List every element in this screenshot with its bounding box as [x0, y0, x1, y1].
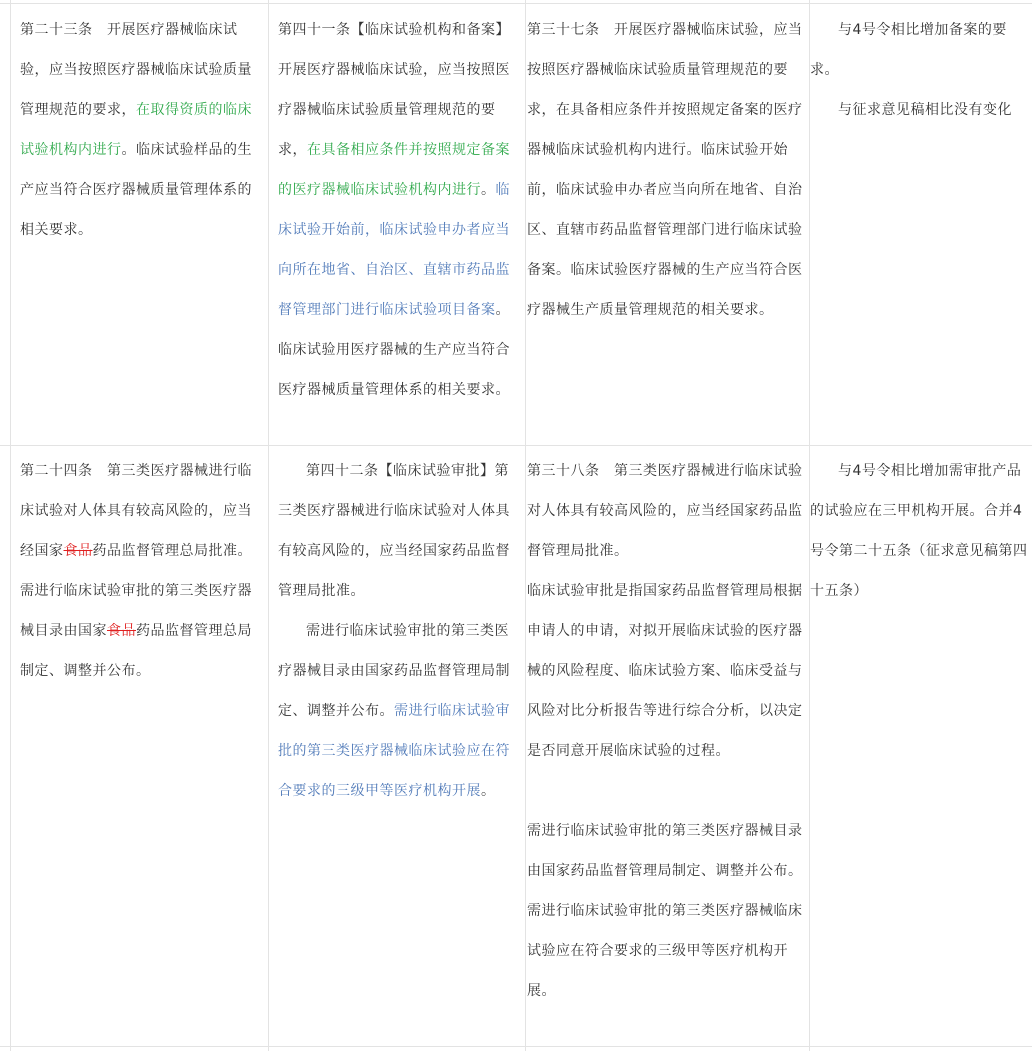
table-cell-r1-c1	[20, 10, 260, 250]
table-cell-r1-c2	[278, 10, 518, 410]
column-divider	[525, 0, 526, 1051]
row-divider	[0, 1046, 1032, 1047]
table-cell-r2-c1	[20, 451, 260, 691]
article-text: 第二十四条 第三类医疗器械进行临床试验对人体具有较高风险的，应当经国家	[20, 463, 252, 559]
article-text: 。	[481, 182, 496, 198]
note-text: 与4号令相比增加备案的要求。	[810, 22, 1007, 78]
table-cell-r1-c3	[527, 10, 809, 330]
article-text: 第四十一条【临床试验机构和备案】开展医疗器械临床试验，应当按照医疗器械临床试验质量管理规范的要求，	[278, 22, 510, 158]
article-text: 。临床试验用医疗器械的生产应当符合医疗器械质量管理体系的相关要求。	[278, 302, 510, 398]
row-divider	[0, 445, 1032, 446]
article-text: 第三十八条 第三类医疗器械进行临床试验对人体具有较高风险的，应当经国家药品监督管理局批准。	[527, 463, 803, 559]
table-cell-r2-c3	[527, 451, 809, 1011]
paragraph-spacer	[527, 771, 809, 811]
article-text: 药品监督管理总局制定、调整并公布。	[20, 623, 252, 679]
deleted-text: 食品	[107, 623, 136, 639]
article-text: 。	[481, 783, 496, 799]
deleted-text: 食品	[63, 543, 93, 559]
note-text: 与征求意见稿相比没有变化	[838, 102, 1012, 118]
note-text: 与4号令相比增加需审批产品的试验应在三甲机构开展。合并4号令第二十五条（征求意见稿第四十五条）	[810, 463, 1028, 599]
article-text: 需进行临床试验审批的第三类医疗器械目录由国家药品监督管理局制定、调整并公布。	[278, 623, 510, 719]
article-text: 临床试验审批是指国家药品监督管理局根据申请人的申请，对拟开展临床试验的医疗器械的风险程度、临床试验方案、临床受益与风险对比分析报告等进行综合分析，以决定是否同意开展临床试验的过程。	[527, 583, 803, 759]
column-divider	[268, 0, 269, 1051]
added-text: 在具备相应条件并按照规定备案的医疗器械临床试验机构内进行	[278, 142, 510, 198]
table-cell-r1-c4	[810, 10, 1028, 130]
article-paragraph	[278, 611, 518, 811]
added-text: 在取得资质的临床试验机构内进行	[20, 102, 252, 158]
added-text-blue: 需进行临床试验审批的第三类医疗器械临床试验应在符合要求的三级甲等医疗机构开展	[278, 703, 510, 799]
article-text: 第二十三条 开展医疗器械临床试验，应当按照医疗器械临床试验质量管理规范的要求，	[20, 22, 252, 118]
article-text: 需进行临床试验审批的第三类医疗器械目录由国家药品监督管理局制定、调整并公布。需进行临床试验审批的第三类医疗器械临床试验应在符合要求的三级甲等医疗机构开展。	[527, 823, 803, 999]
article-text: 第四十二条【临床试验审批】第三类医疗器械进行临床试验对人体具有较高风险的，应当经国家药品监督管理局批准。	[278, 463, 510, 599]
article-text: 第三十七条 开展医疗器械临床试验，应当按照医疗器械临床试验质量管理规范的要求，在具备相应条件并按照规定备案的医疗器械临床试验机构内进行。临床试验开始前，临床试验申办者应当向所在地省、自治区、直辖市药品监督管理部门进行临床试验备案。临床试验医疗器械的生产应当符合医疗器械生产质量管理规范的相关要求。	[527, 22, 803, 318]
table-cell-r2-c2	[278, 451, 518, 811]
article-text: 。临床试验样品的生产应当符合医疗器械质量管理体系的相关要求。	[20, 142, 252, 238]
column-divider	[10, 0, 11, 1051]
article-text: 药品监督管理总局批准。需进行临床试验审批的第三类医疗器械目录由国家	[20, 543, 252, 639]
added-text-blue: 临床试验开始前，临床试验申办者应当向所在地省、自治区、直辖市药品监督管理部门进行临床试验项目备案	[278, 182, 510, 318]
table-cell-r2-c4	[810, 451, 1028, 611]
row-divider	[0, 3, 1032, 4]
